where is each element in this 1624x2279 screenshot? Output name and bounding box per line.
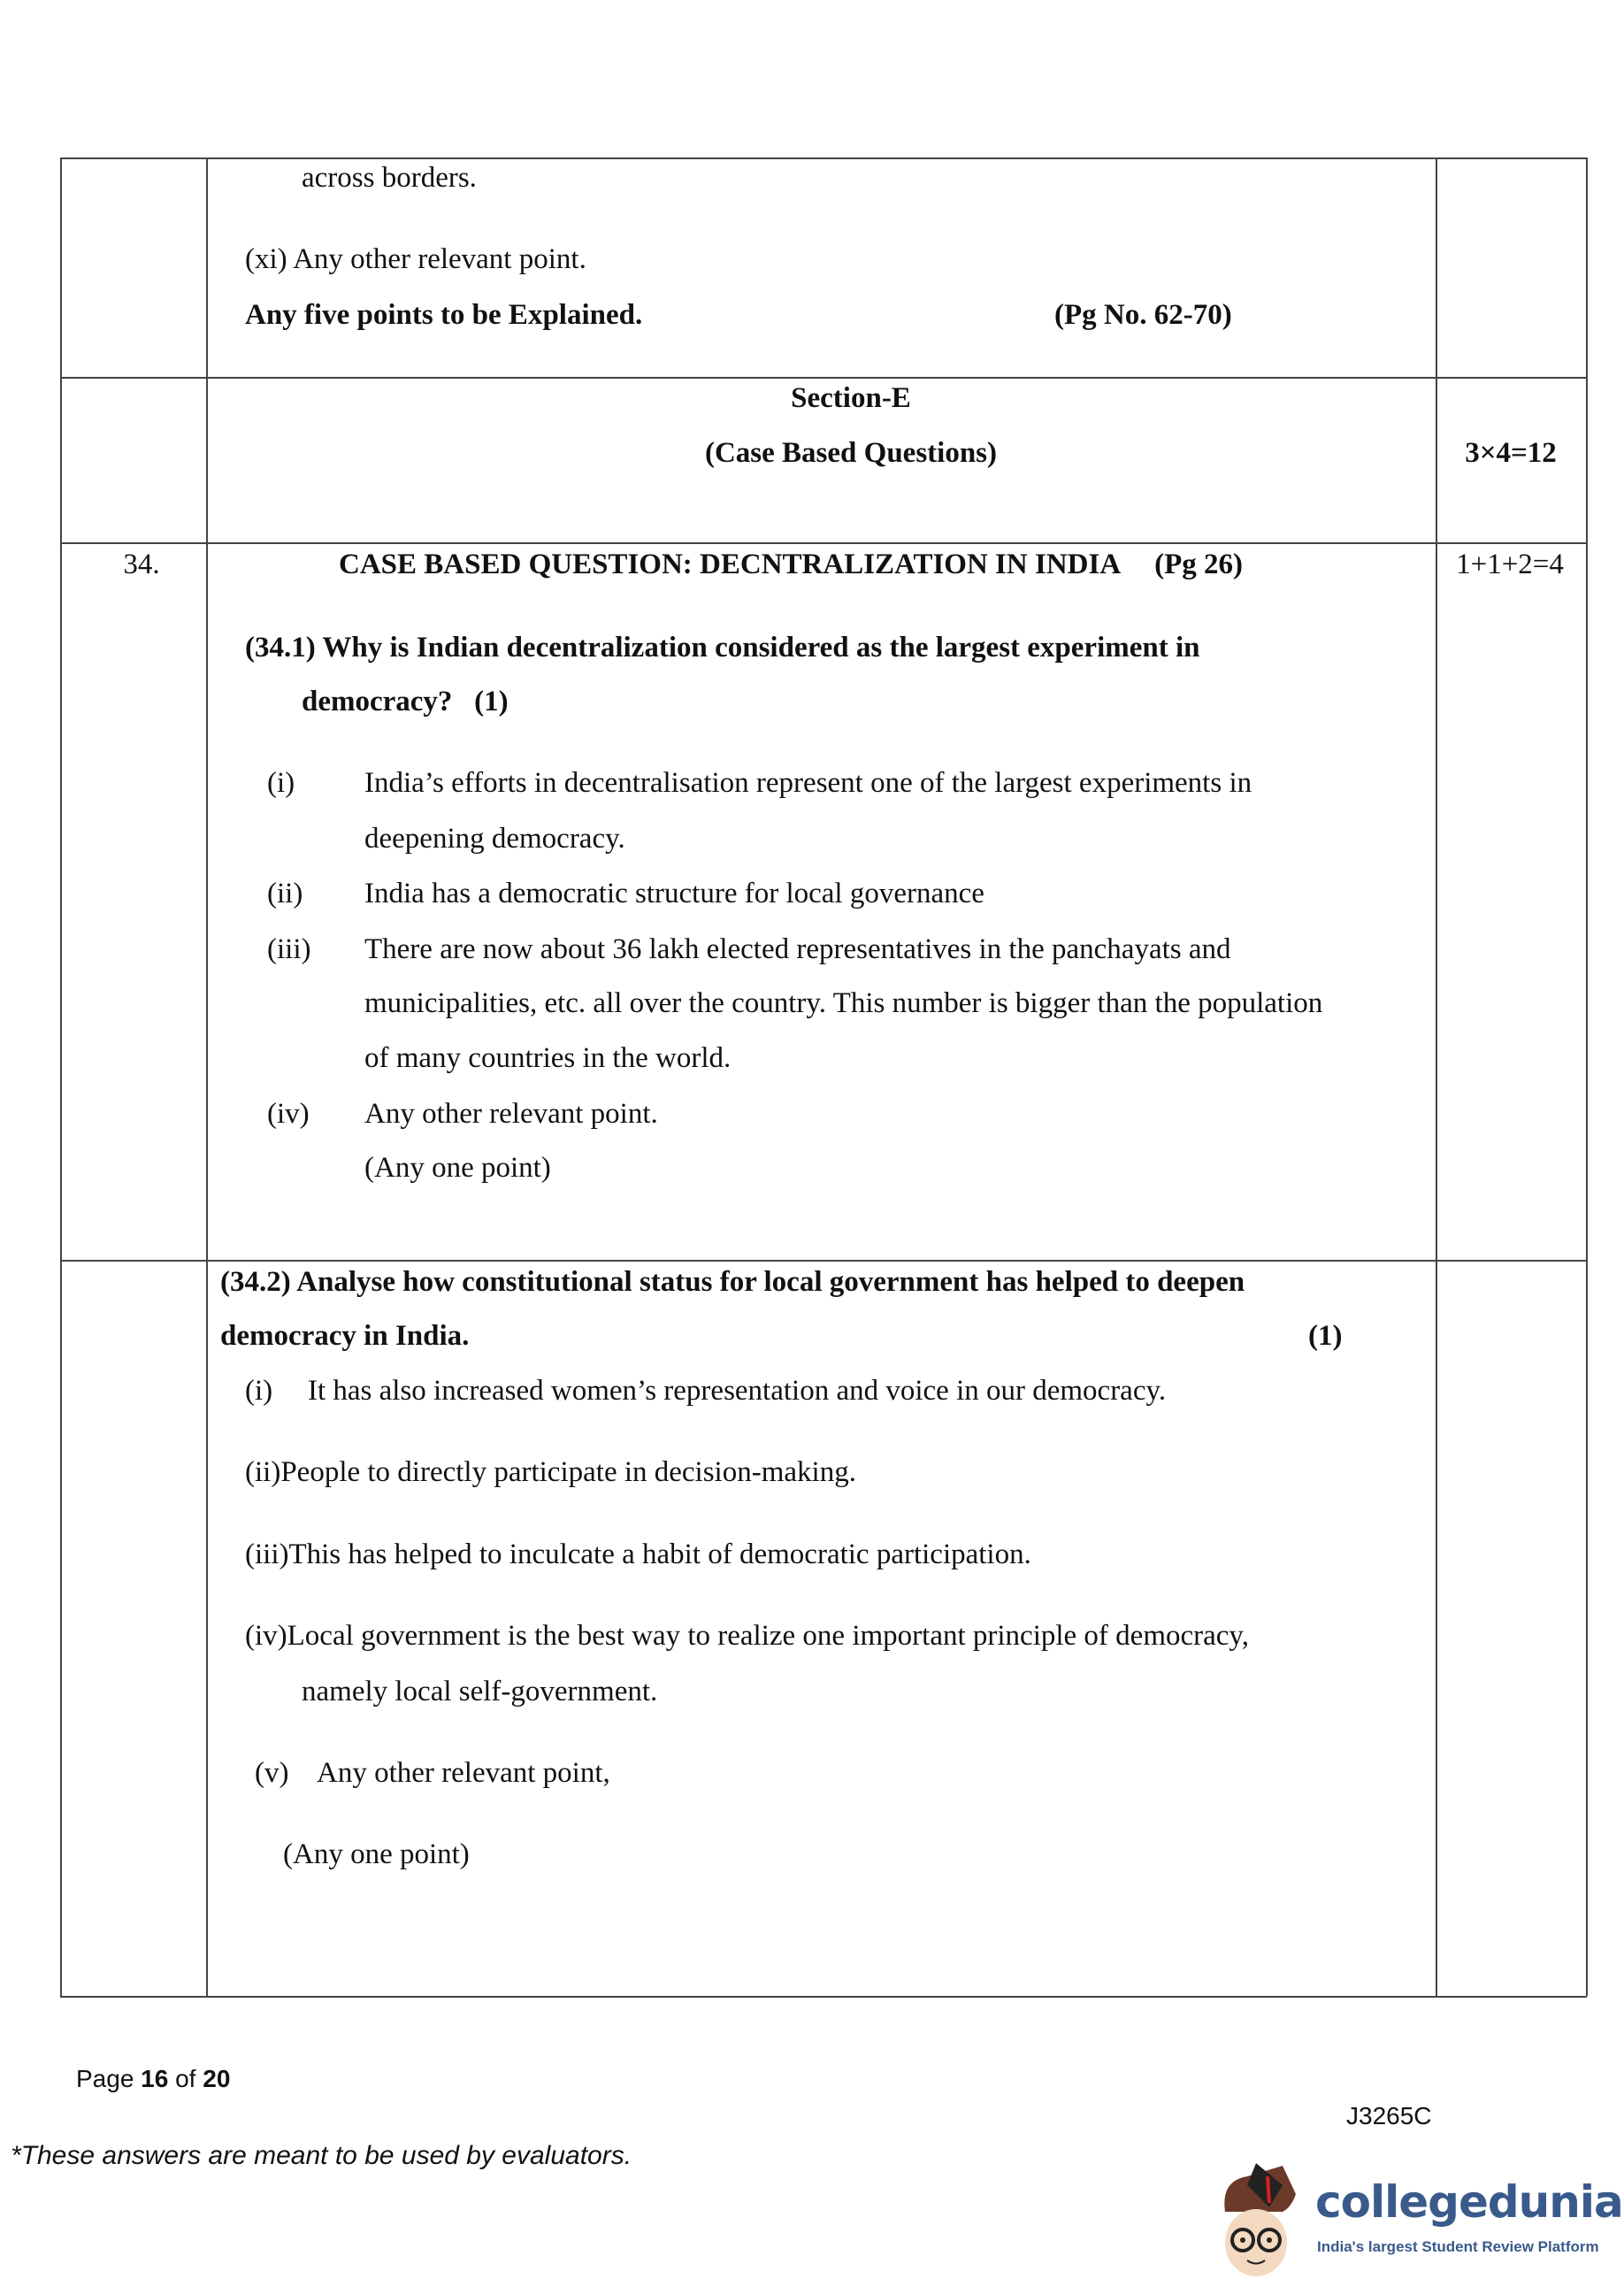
page-number	[76, 2061, 230, 2097]
point-note: (Any one point)	[283, 1838, 470, 1870]
point-text: Any other relevant point,	[317, 1757, 610, 1789]
table-row-divider	[60, 1260, 1587, 1262]
point-text: India’s efforts in decentralisation represent one of the largest experiments in	[364, 767, 1252, 799]
evaluator-disclaimer: *These answers are meant to be used by evaluators.	[11, 2141, 632, 2170]
page-total: 20	[203, 2065, 231, 2092]
point-num: (iv)	[267, 1098, 310, 1130]
point-text: of many countries in the world.	[364, 1042, 732, 1074]
heading-ref: (Pg 26)	[1154, 549, 1244, 580]
point-text: municipalities, etc. all over the country. This number is bigger than the population	[364, 987, 1323, 1019]
point-text: (ii)People to directly participate in decision-making.	[245, 1456, 856, 1488]
table-border-right	[1586, 157, 1588, 1996]
table-col-divider	[206, 157, 208, 1996]
heading-text: CASE BASED QUESTION: DECNTRALIZATION IN INDIA	[339, 549, 1122, 580]
point-text: India has a democratic structure for local governance	[364, 878, 984, 909]
table-col-divider	[1436, 157, 1437, 1996]
table-row-divider	[60, 377, 1587, 379]
section-title: Section-E	[791, 382, 911, 414]
point-text: (iv)Local government is the best way to realize one important principle of democracy,	[245, 1620, 1250, 1652]
section-subtitle: (Case Based Questions)	[704, 437, 998, 469]
mascot-icon	[1207, 2159, 1314, 2279]
table-border-left	[60, 157, 62, 1996]
instruction: Any five points to be Explained.	[245, 299, 643, 331]
continuation-text: across borders.	[302, 162, 477, 194]
point-text: Any other relevant point.	[364, 1098, 658, 1130]
subquestion-marks: (1)	[1308, 1320, 1343, 1352]
point-text: There are now about 36 lakh elected representatives in the panchayats and	[364, 933, 1231, 965]
point-num: (iii)	[267, 933, 311, 965]
question-marks: 1+1+2=4	[1456, 549, 1564, 580]
point-text: It has also increased women’s representation and voice in our democracy.	[308, 1375, 1167, 1407]
question-heading	[339, 547, 1243, 582]
point-num: (ii)	[267, 878, 303, 909]
page-reference: (Pg No. 62-70)	[1054, 299, 1232, 331]
subquestion-34-2-cont: democracy in India.	[220, 1320, 470, 1352]
point-xi: (xi) Any other relevant point.	[245, 243, 586, 275]
logo-name: collegedunia	[1315, 2176, 1623, 2228]
subquestion-34-1-cont: democracy? (1)	[302, 686, 509, 717]
page-current: 16	[141, 2065, 169, 2092]
document-code: J3265C	[1346, 2102, 1432, 2129]
point-text-cont: namely local self-government.	[302, 1676, 658, 1707]
page-of: of	[168, 2065, 203, 2092]
question-number: 34.	[123, 549, 160, 580]
logo-tagline: India's largest Student Review Platform	[1317, 2238, 1599, 2255]
point-num: (v)	[255, 1757, 289, 1789]
collegedunia-logo	[1207, 2159, 1623, 2279]
table-border-bottom	[60, 1996, 1587, 1998]
section-marks: 3×4=12	[1465, 437, 1557, 469]
point-text: deepening democracy.	[364, 823, 625, 855]
point-num: (i)	[245, 1375, 273, 1407]
point-note: (Any one point)	[364, 1152, 551, 1184]
subquestion-34-1: (34.1) Why is Indian decentralization considered as the largest experiment in	[245, 632, 1200, 664]
page-prefix: Page	[76, 2065, 142, 2092]
table-row-divider	[60, 542, 1587, 544]
point-text: (iii)This has helped to inculcate a habit of democratic participation.	[245, 1539, 1031, 1570]
point-num: (i)	[267, 767, 295, 799]
table-border-top	[60, 157, 1587, 159]
subquestion-34-2: (34.2) Analyse how constitutional status for local government has helped to deepen	[220, 1266, 1245, 1298]
